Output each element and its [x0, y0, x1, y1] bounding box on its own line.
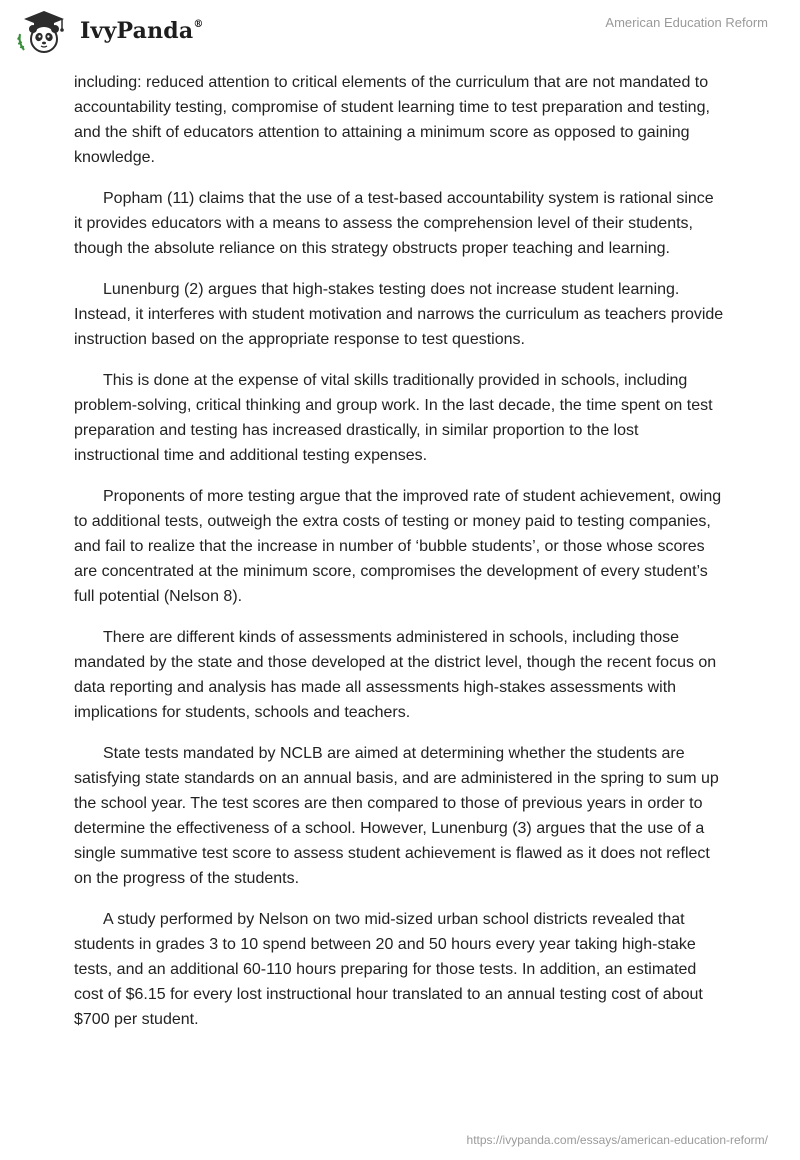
- paragraph: Lunenburg (2) argues that high-stakes testing does not increase student learning. Instead, it interferes with student motivation and narrows the curriculum as teachers provide instruction based on the appropriate response to test questions.: [74, 281, 724, 348]
- page-header: [0, 0, 800, 70]
- document-title: American Education Reform: [605, 15, 768, 30]
- paragraph: This is done at the expense of vital skills traditionally provided in schools, including problem-solving, critical thinking and group work. In the last decade, the time spent on test preparation and testing has increased drastically, in similar proportion to the lost instructional time and additional testing expenses.: [74, 372, 713, 464]
- paragraph: Proponents of more testing argue that the improved rate of student achievement, owing to additional tests, outweigh the extra costs of testing or money paid to testing companies, and fail to realize that the increase in number of ‘bubble students’, or those whose scores are concentrated at the minimum score, compromises the development of every student’s full potential (Nelson 8).: [74, 488, 722, 605]
- paragraph: There are different kinds of assessments administered in schools, including those mandated by the state and those developed at the district level, though the recent focus on data reporting and analysis has made all assessments high-stakes assessments with implications for students, schools and teachers.: [74, 629, 717, 721]
- paragraph: including: reduced attention to critical elements of the curriculum that are not mandated to accountability testing, compromise of student learning time to test preparation and testing, and the shift of educators attention to attaining a minimum score as opposed to gaining knowledge.: [74, 74, 710, 166]
- paragraph: A study performed by Nelson on two mid-sized urban school districts revealed that students in grades 3 to 10 spend between 20 and 50 hours every year taking high-stake tests, and an additional 60-110 hours preparing for those tests. In addition, an estimated cost of $6.15 for every lost instructional hour translated to an annual testing cost of about $700 per student.: [74, 911, 703, 1028]
- paragraph: Popham (11) claims that the use of a test-based accountability system is rational since it provides educators with a means to assess the comprehension level of their students, though the absolute reliance on this strategy obstructs proper teaching and learning.: [74, 190, 714, 257]
- paragraph: State tests mandated by NCLB are aimed at determining whether the students are satisfying state standards on an annual basis, and are administered in the spring to sum up the school year. The test scores are then compared to those of previous years in order to determine the effectiveness of a school. However, Lunenburg (3) argues that the use of a single summative test score to assess student achievement is flawed as it does not reflect on the progress of the students.: [74, 745, 719, 887]
- brand-name: IvyPanda®: [80, 18, 204, 44]
- essay-body: [74, 70, 726, 1048]
- brand-logo[interactable]: [14, 8, 204, 54]
- panda-graduate-icon: [14, 8, 74, 54]
- source-url[interactable]: https://ivypanda.com/essays/american-education-reform/: [466, 1133, 768, 1147]
